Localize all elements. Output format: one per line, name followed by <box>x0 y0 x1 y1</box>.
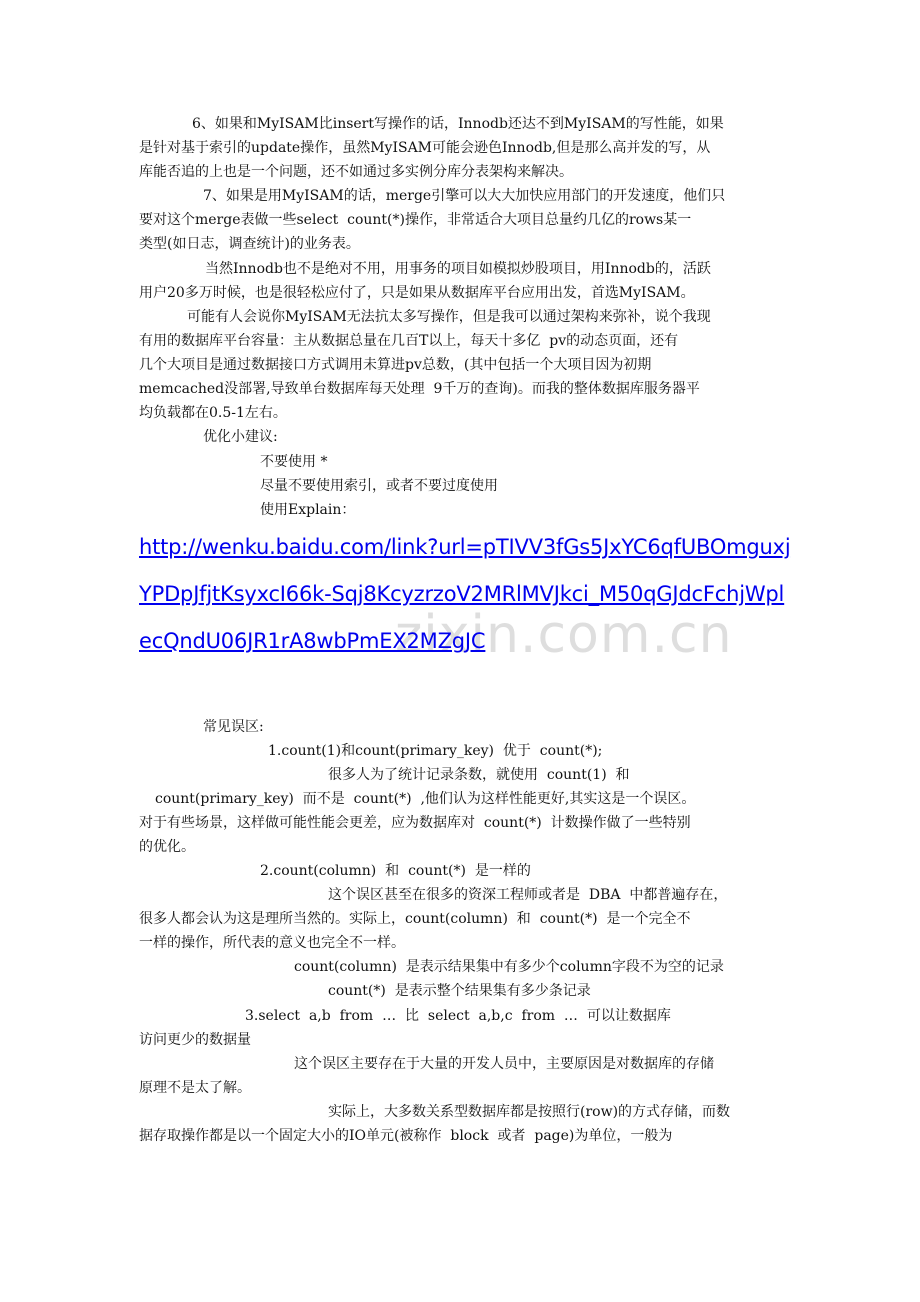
misconception-2-body: count(*) 是表示整个结果集有多少条记录 <box>328 983 591 999</box>
misconception-2-body: count(column) 是表示结果集中有多少个column字段不为空的记录 <box>294 959 724 975</box>
tips-heading: 优化小建议: <box>203 429 278 445</box>
misconception-3-body: 实际上，大多数关系型数据库都是按照行(row)的方式存储，而数 <box>328 1104 731 1120</box>
para6-line-2: 是针对基于索引的update操作，虽然MyISAM可能会逊色Innodb,但是那么高并发的写，从 <box>139 140 711 156</box>
misconception-1-title: 1.count(1)和count(primary_key) 优于 count(*); <box>268 743 603 759</box>
misconception-1-body: 的优化。 <box>139 839 195 855</box>
misconception-3-body: 原理不是太了解。 <box>139 1080 251 1096</box>
reference-link-line-1[interactable]: http://wenku.baidu.com/link?url=pTIVV3fGs5JxYC6qfUBOmguxj <box>139 535 791 559</box>
para7-line-1: 7、如果是用MyISAM的话，merge引擎可以大大加快应用部门的开发速度，他们只 <box>203 188 726 204</box>
misconception-3-body: 据存取操作都是以一个固定大小的IO单元(被称作 block 或者 page)为单位，一般为 <box>139 1128 673 1144</box>
para6-line-1: 6、如果和MyISAM比insert写操作的话，Innodb还达不到MyISAM的写性能，如果 <box>192 116 724 132</box>
watermark: zixin.com.cn <box>395 605 733 665</box>
misconception-3-title: 访问更少的数据量 <box>139 1032 251 1048</box>
para7-line-3: 类型(如日志，调查统计)的业务表。 <box>139 236 360 252</box>
tip-item: 使用Explain： <box>260 502 356 518</box>
misconception-3-body: 这个误区主要存在于大量的开发人员中，主要原因是对数据库的存储 <box>294 1056 714 1072</box>
misconceptions-heading: 常见误区: <box>203 719 264 735</box>
misconception-2-body: 很多人都会认为这是理所当然的。实际上，count(column) 和 count(*) 是一个完全不 <box>139 911 691 927</box>
para-innodb-line-2: 用户20多万时候，也是很轻松应付了，只是如果从数据库平台应用出发，首选MyISAM。 <box>139 285 695 301</box>
para-capacity-line-4: memcached没部署,导致单台数据库每天处理 9千万的查询)。而我的整体数据库服务器平 <box>139 381 700 397</box>
para-capacity-line-5: 均负载都在0.5-1左右。 <box>139 405 287 421</box>
misconception-1-body: 对于有些场景，这样做可能性能会更差，应为数据库对 count(*) 计数操作做了一些特别 <box>139 815 691 831</box>
para-capacity-line-2: 有用的数据库平台容量：主从数据总量在几百T以上，每天十多亿 pv的动态页面，还有 <box>139 333 679 349</box>
misconception-1-body: count(primary_key) 而不是 count(*) ,他们认为这样性能更好,其实这是一个误区。 <box>155 791 696 807</box>
para7-line-2: 要对这个merge表做一些select count(*)操作，非常适合大项目总量约几亿的rows某一 <box>139 212 692 228</box>
misconception-2-body: 一样的操作，所代表的意义也完全不一样。 <box>139 935 405 951</box>
tip-item: 不要使用 * <box>260 454 328 470</box>
misconception-3-title: 3.select a,b from … 比 select a,b,c from … 可以让数据库 <box>245 1008 671 1024</box>
misconception-2-title: 2.count(column) 和 count(*) 是一样的 <box>260 863 531 879</box>
para-capacity-line-3: 几个大项目是通过数据接口方式调用未算进pv总数，(其中包括一个大项目因为初期 <box>139 357 652 373</box>
reference-link-line-3[interactable]: ecQndU06JR1rA8wbPmEX2MZgJC <box>139 629 486 653</box>
misconception-1-body: 很多人为了统计记录条数，就使用 count(1) 和 <box>328 767 630 783</box>
para-innodb-line-1: 当然Innodb也不是绝对不用，用事务的项目如模拟炒股项目，用Innodb的，活跃 <box>205 261 711 277</box>
para6-line-3: 库能否追的上也是一个问题，还不如通过多实例分库分表架构来解决。 <box>139 164 573 180</box>
tip-item: 尽量不要使用索引，或者不要过度使用 <box>260 478 498 494</box>
misconception-2-body: 这个误区甚至在很多的资深工程师或者是 DBA 中都普遍存在， <box>328 887 728 903</box>
para-capacity-line-1: 可能有人会说你MyISAM无法抗太多写操作，但是我可以通过架构来弥补，说个我现 <box>187 309 711 325</box>
reference-link-line-2[interactable]: YPDpJfjtKsyxcI66k-Sqj8KcyzrzoV2MRlMVJkci_M50qGJdcFchjWpl <box>139 582 785 606</box>
